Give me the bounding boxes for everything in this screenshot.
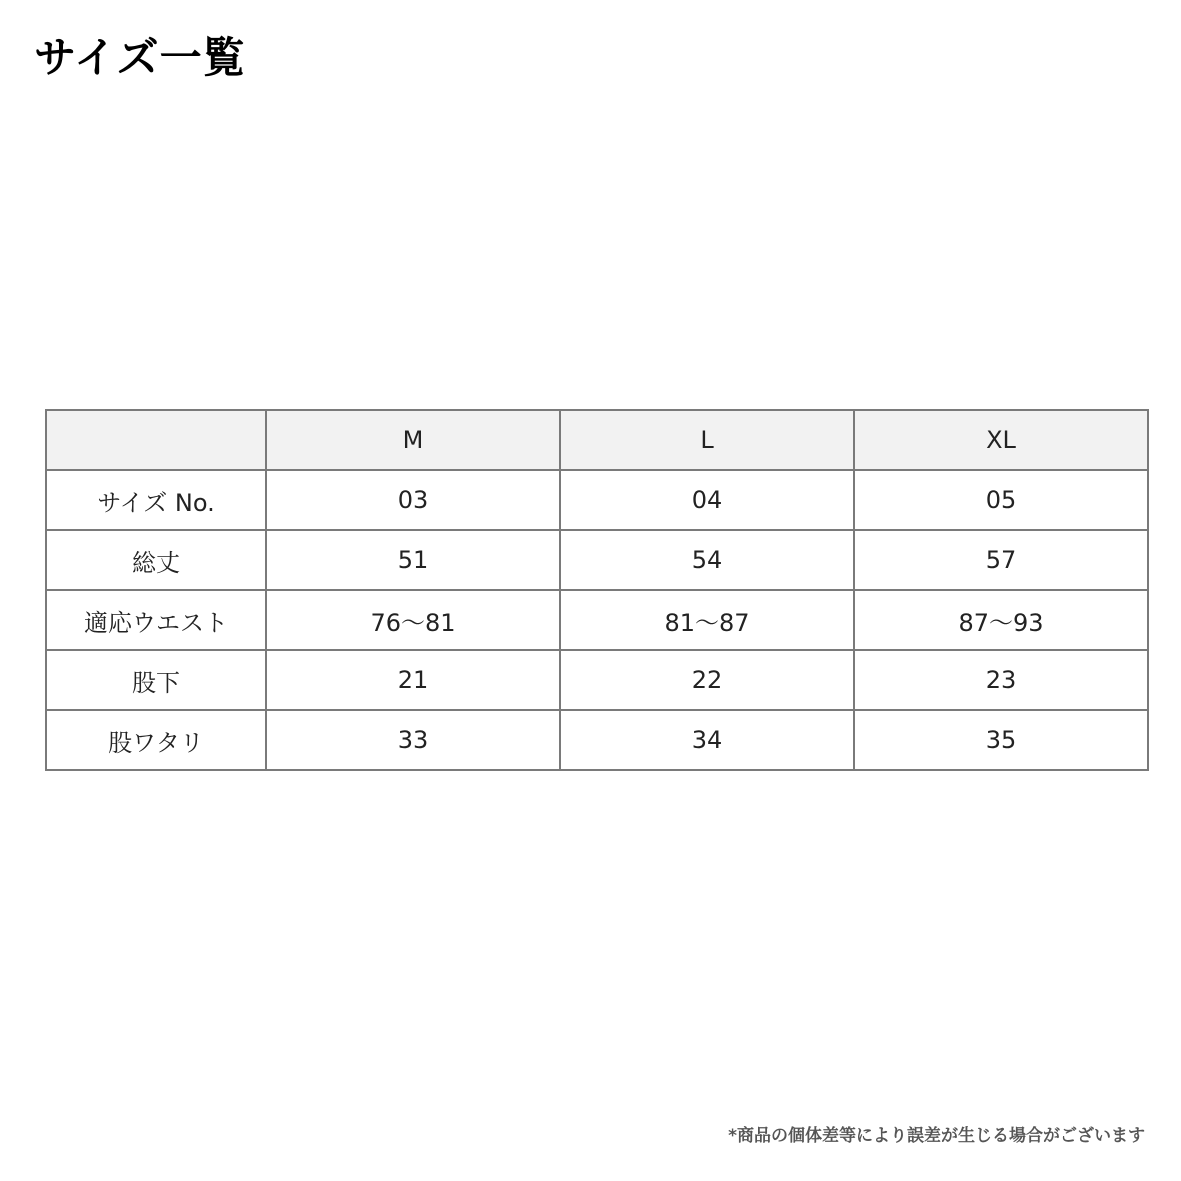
table-row — [46, 530, 1148, 590]
row-label-size-no: サイズ No. — [46, 470, 266, 530]
table-cell: 23 — [854, 650, 1148, 710]
header-corner-cell — [46, 410, 266, 470]
table-row — [46, 590, 1148, 650]
row-label-thigh-width: 股ワタリ — [46, 710, 266, 770]
table-cell: 34 — [560, 710, 854, 770]
table-cell: 05 — [854, 470, 1148, 530]
table-cell: 03 — [266, 470, 560, 530]
table-cell: 21 — [266, 650, 560, 710]
table-cell: 04 — [560, 470, 854, 530]
table-cell: 22 — [560, 650, 854, 710]
row-label-inseam: 股下 — [46, 650, 266, 710]
table-cell: 51 — [266, 530, 560, 590]
size-table — [45, 409, 1149, 771]
table-cell: 35 — [854, 710, 1148, 770]
table-row — [46, 470, 1148, 530]
table-row — [46, 650, 1148, 710]
table-cell: 87〜93 — [854, 590, 1148, 650]
table-row — [46, 710, 1148, 770]
header-size-xl: XL — [854, 410, 1148, 470]
table-header-row — [46, 410, 1148, 470]
table-cell: 76〜81 — [266, 590, 560, 650]
row-label-waist: 適応ウエスト — [46, 590, 266, 650]
table-cell: 81〜87 — [560, 590, 854, 650]
page-title: サイズ一覧 — [34, 33, 246, 82]
footnote: *商品の個体差等により誤差が生じる場合がございます — [728, 1126, 1145, 1146]
table-cell: 33 — [266, 710, 560, 770]
row-label-total-length: 総丈 — [46, 530, 266, 590]
table-cell: 57 — [854, 530, 1148, 590]
header-size-m: M — [266, 410, 560, 470]
table-cell: 54 — [560, 530, 854, 590]
header-size-l: L — [560, 410, 854, 470]
